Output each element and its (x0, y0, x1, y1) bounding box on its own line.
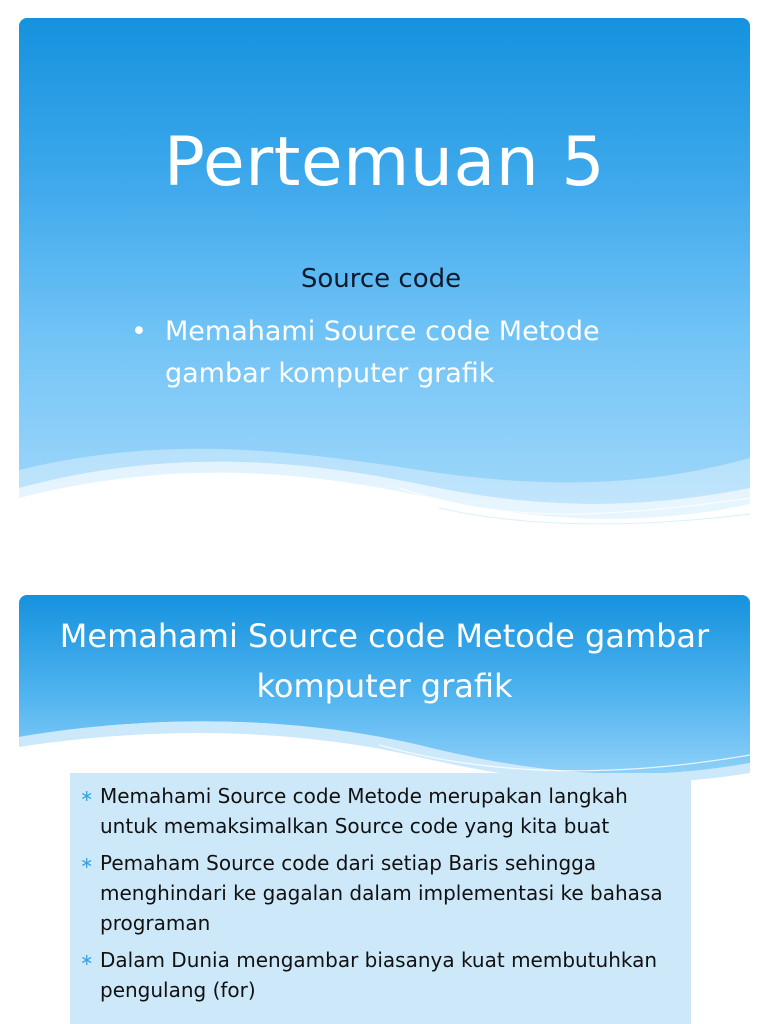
asterisk-bullet-icon: ∗ (80, 950, 94, 969)
list-item (80, 848, 681, 938)
title-slide (19, 18, 750, 538)
content-slide (19, 595, 750, 1024)
slide-heading: Memahami Source code Metode gambar komputer grafik (59, 617, 710, 705)
bullet-dot-icon: • (131, 316, 147, 347)
title-bullet-text: Memahami Source code Metode gambar komputer grafik (165, 316, 600, 389)
list-item-text: Pemaham Source code dari setiap Baris sehingga menghindari ke gagalan dalam implementasi ke bahasa programan (100, 851, 663, 935)
list-item-text: Dalam Dunia mengambar biasanya kuat membutuhkan pengulang (for) (100, 948, 658, 1002)
title-bullet (131, 311, 691, 395)
asterisk-bullet-icon: ∗ (80, 853, 94, 872)
list-item (80, 945, 681, 1005)
list-item (80, 781, 681, 841)
slide-title: Pertemuan 5 (163, 123, 606, 202)
slide-subtitle: Source code (300, 264, 462, 294)
asterisk-bullet-icon: ∗ (80, 786, 94, 805)
list-item-text: Memahami Source code Metode merupakan langkah untuk memaksimalkan Source code yang kita buat (100, 784, 628, 838)
content-box (70, 773, 691, 1024)
